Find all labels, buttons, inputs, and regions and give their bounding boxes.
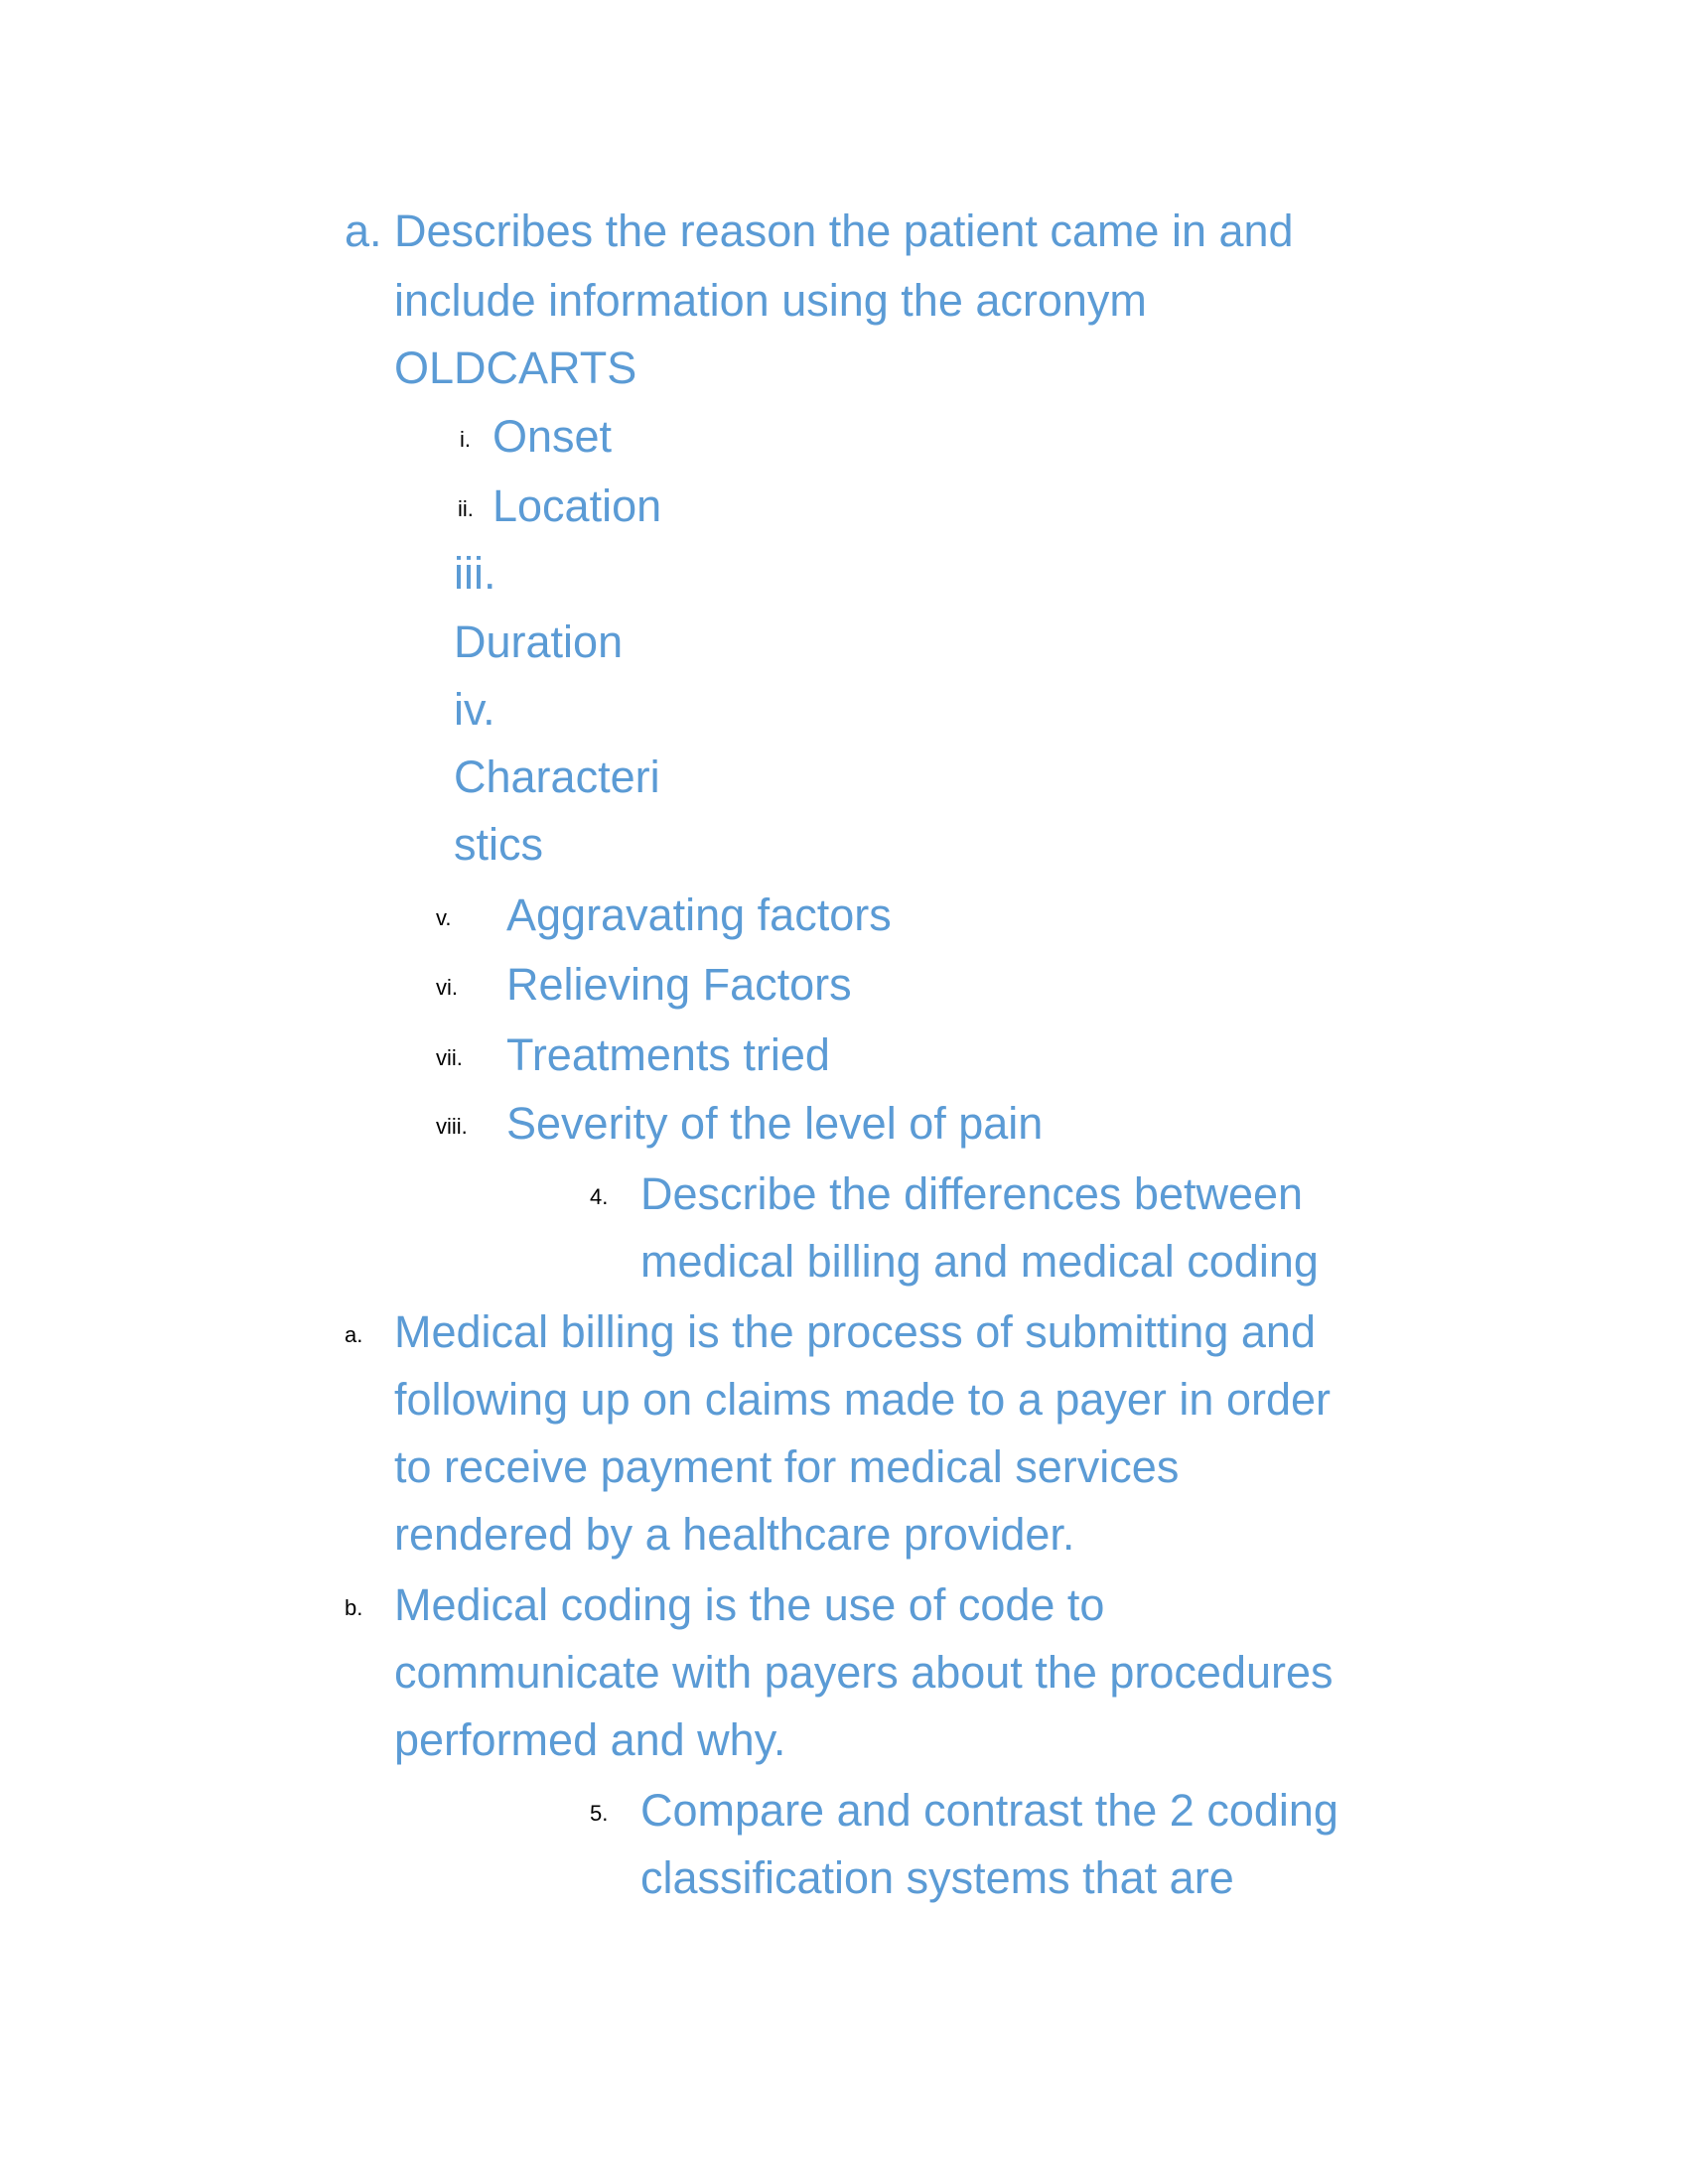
list-item-aggravating: Aggravating factors <box>506 889 892 940</box>
list-item-relieving: Relieving Factors <box>506 959 852 1010</box>
list-item-duration: Duration <box>454 616 624 667</box>
answer-b-line: performed and why. <box>394 1714 786 1765</box>
list-marker: ii. <box>458 496 474 521</box>
question-4-marker: 4. <box>590 1184 609 1209</box>
list-item-location: Location <box>492 480 662 531</box>
list-item-characteristics-2: stics <box>454 819 543 870</box>
list-marker-iv: iv. <box>454 684 495 735</box>
answer-a-line: rendered by a healthcare provider. <box>394 1509 1075 1560</box>
item-a-line-3: OLDCARTS <box>394 342 637 393</box>
item-a-line-2: include information using the acronym <box>394 275 1147 326</box>
question-5-marker: 5. <box>590 1801 609 1826</box>
list-marker: vii. <box>436 1045 463 1070</box>
list-item-treatments: Treatments tried <box>506 1029 830 1080</box>
question-5-line-1: Compare and contrast the 2 coding <box>640 1785 1338 1836</box>
list-marker: viii. <box>436 1114 468 1139</box>
item-a-line-1: a. Describes the reason the patient came in and <box>345 205 1294 256</box>
list-marker-iii: iii. <box>454 548 496 599</box>
answer-a-line: Medical billing is the process of submitting and <box>394 1306 1316 1357</box>
answer-b-line: communicate with payers about the procedures <box>394 1647 1334 1698</box>
list-item-severity: Severity of the level of pain <box>506 1098 1044 1149</box>
list-marker: vi. <box>436 975 458 1000</box>
answer-a-marker: a. <box>345 1322 363 1347</box>
answer-a-line: following up on claims made to a payer in order <box>394 1374 1332 1425</box>
question-4-line-2: medical billing and medical coding <box>640 1236 1319 1287</box>
list-marker: i. <box>460 427 471 452</box>
question-5-line-2: classification systems that are <box>640 1852 1234 1903</box>
list-item-onset: Onset <box>492 411 613 462</box>
answer-a-line: to receive payment for medical services <box>394 1441 1180 1492</box>
answer-b-line: Medical coding is the use of code to <box>394 1579 1105 1630</box>
answer-b-marker: b. <box>345 1595 363 1620</box>
list-item-characteristics-1: Characteri <box>454 751 660 802</box>
question-4-line-1: Describe the differences between <box>640 1168 1304 1219</box>
list-marker: v. <box>436 905 452 930</box>
